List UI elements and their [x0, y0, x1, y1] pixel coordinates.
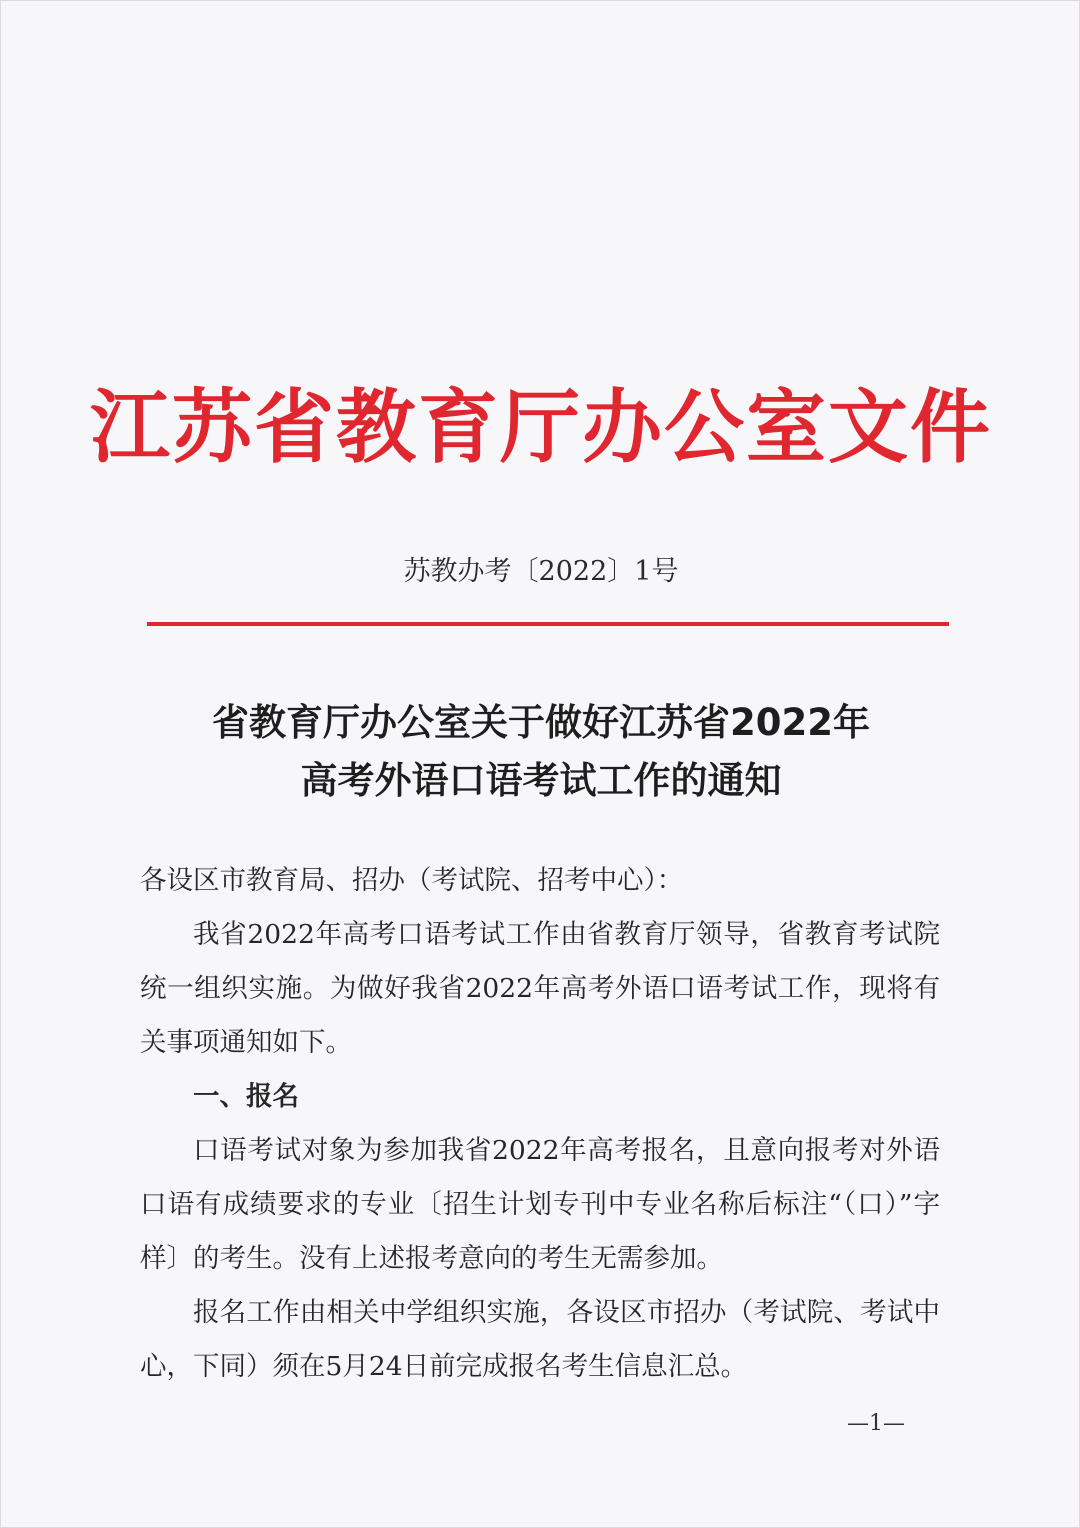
notice-title-line-1: 省教育厅办公室关于做好江苏省2022年 [212, 701, 870, 744]
registration-paragraph-2: 报名工作由相关中学组织实施，各设区市招办（考试院、考试中心，下同）须在5月24日前完成报名考生信息汇总。 [140, 1297, 940, 1382]
section-heading-registration: 一、报名 [193, 1081, 299, 1112]
red-divider-line [147, 622, 949, 626]
letterhead-title: 江苏省教育厅办公室文件 [90, 381, 992, 474]
salutation: 各设区市教育局、招办（考试院、招考中心）： [140, 865, 684, 896]
page-number: —1— [847, 1411, 905, 1436]
intro-paragraph: 我省2022年高考口语考试工作由省教育厅领导，省教育考试院统一组织实施。为做好我省2022年高考外语口语考试工作，现将有关事项通知如下。 [140, 919, 940, 1058]
document-body [140, 854, 940, 1394]
notice-title [1, 694, 1080, 810]
registration-paragraph-1: 口语考试对象为参加我省2022年高考报名，且意向报考对外语口语有成绩要求的专业〔招生计划专刊中专业名称后标注“（口）”字样〕的考生。没有上述报考意向的考生无需参加。 [140, 1135, 940, 1274]
document-number: 苏教办考〔2022〕1号 [403, 556, 679, 587]
notice-title-line-2: 高考外语口语考试工作的通知 [300, 759, 782, 802]
